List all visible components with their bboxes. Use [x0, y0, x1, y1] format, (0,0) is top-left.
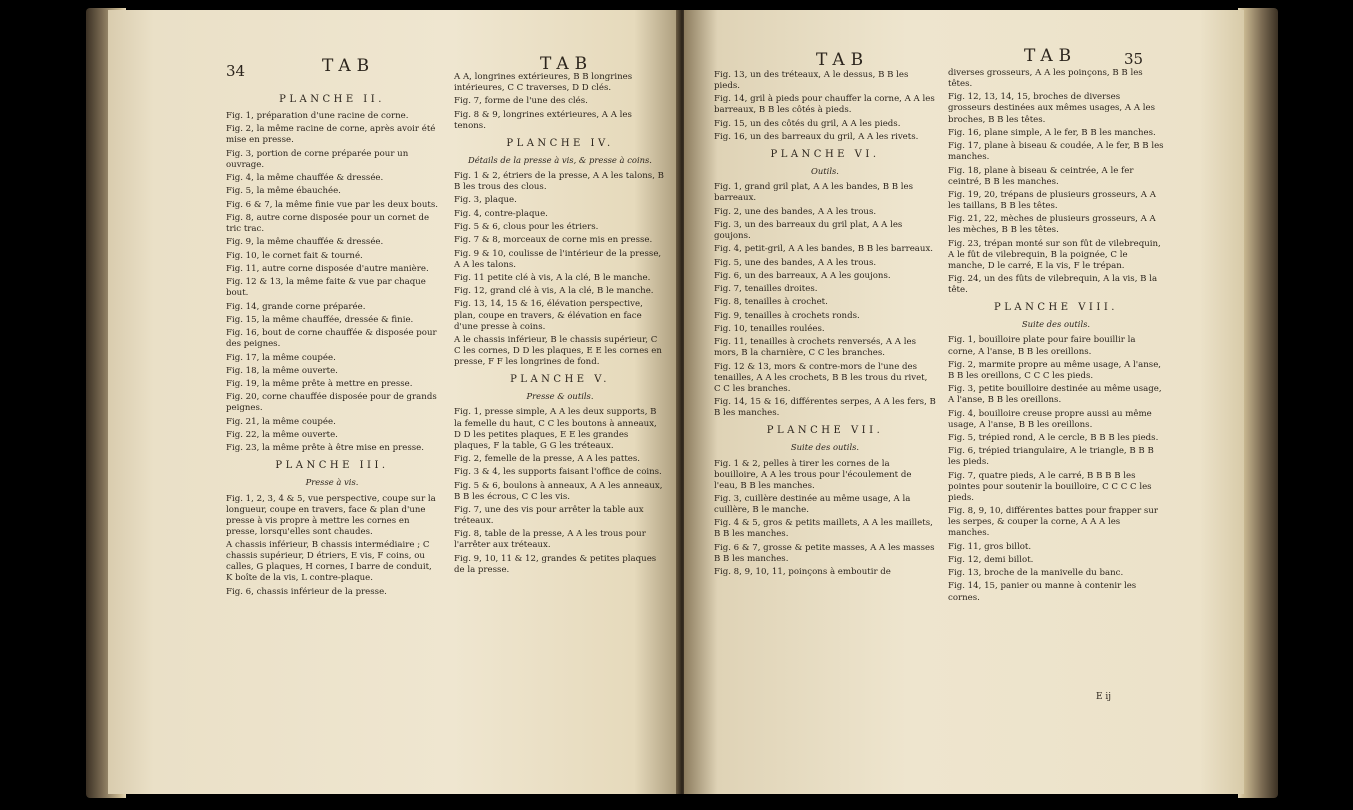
running-head-left-b: TAB [540, 54, 594, 74]
figure-entry: Fig. 13, 14, 15 & 16, élévation perspective, plan, coupe en travers, & élévation en face d'une presse à coins. [454, 299, 643, 332]
figure-entry: Fig. 7 & 8, morceaux de corne mis en presse. [454, 235, 653, 246]
figure-entry: Fig. 21, la même coupée. [226, 416, 336, 427]
figure-entry: Fig. 9, la même chauffée & dressée. [226, 237, 384, 248]
plate-subheading: Presse & outils. [526, 391, 594, 402]
right-page-column-2 [948, 68, 1164, 606]
figure-entry: A le chassis inférieur, B le chassis supérieur, C C les cornes, D D les plaques, E E les cornes en presse, F F les longrines de fond. [454, 334, 662, 368]
figure-entry: Fig. 3, cuillère destinée au même usage, A la cuillère, B le manche. [714, 494, 911, 516]
figure-entry: Fig. 22, la même ouverte. [226, 430, 338, 440]
running-head-right-a: TAB [816, 50, 870, 70]
right-page [684, 10, 1244, 794]
left-page [108, 10, 680, 794]
plate-heading: PLANCHE III. [275, 460, 389, 472]
figure-entry: Fig. 5, la même ébauchée. [226, 186, 341, 197]
figure-entry: Fig. 11 petite clé à vis, A la clé, B le manche. [454, 272, 651, 283]
plate-heading: PLANCHE VI. [770, 149, 880, 161]
figure-entry: Fig. 14, 15, panier ou manne à contenir les cornes. [948, 581, 1137, 603]
figure-entry: Fig. 16, bout de corne chauffée & disposée pour des peignes. [226, 328, 437, 350]
figure-entry: Fig. 2, femelle de la presse, A A les pattes. [454, 453, 641, 464]
figure-entry: Fig. 8 & 9, longrines extérieures, A A les tenons. [454, 109, 632, 131]
figure-entry: Fig. 7, tenailles droites. [714, 284, 818, 295]
plate-heading: PLANCHE IV. [506, 137, 614, 149]
figure-entry: Fig. 5, trépied rond, A le cercle, B B B les pieds. [948, 432, 1159, 443]
figure-entry: Fig. 3, un des barreaux du gril plat, A A les goujons. [714, 219, 903, 242]
figure-entry: Fig. 6 & 7, la même finie vue par les deux bouts. [226, 199, 438, 210]
figure-entry: Fig. 7, forme de l'une des clés. [454, 96, 588, 107]
plate-subheading: Outils. [811, 166, 839, 177]
figure-entry: Fig. 8, autre corne disposée pour un cornet de tric trac. [226, 212, 430, 235]
figure-entry: Fig. 9, 10, 11 & 12, grandes & petites plaques de la presse. [454, 553, 657, 575]
running-head-left-a: TAB [322, 56, 376, 76]
plate-heading: PLANCHE VII. [766, 425, 884, 437]
figure-entry: Fig. 9, tenailles à crochets ronds. [714, 310, 860, 321]
figure-entry: Fig. 5 & 6, clous pour les étriers. [454, 221, 599, 232]
plate-subheading: Suite des outils. [1021, 319, 1091, 330]
figure-entry: Fig. 14, 15 & 16, différentes serpes, A A les fers, B B les manches. [714, 397, 936, 419]
plate-subheading: Suite des outils. [790, 442, 860, 453]
figure-entry: Fig. 4, bouilloire creuse propre aussi au même usage, A l'anse, B B les oreillons. [948, 408, 1152, 430]
figure-entry: Fig. 14, gril à pieds pour chauffer la corne, A A les barreaux, B B les côtés à pieds. [714, 94, 935, 116]
figure-entry: Fig. 1, presse simple, A A les deux supports, B la femelle du haut, C C les boutons à anneaux, D D les petites plaques, E E les grandes plaques, F la table, G G les tréteaux. [454, 407, 657, 451]
figure-entry: Fig. 12, demi billot. [948, 554, 1034, 565]
figure-entry: Fig. 18, la même ouverte. [226, 365, 338, 376]
figure-entry: Fig. 8, table de la presse, A A les trous pour l'arrêter aux tréteaux. [454, 529, 646, 551]
figure-entry: Fig. 4 & 5, gros & petits maillets, A A les maillets, B B les manches. [714, 518, 933, 540]
figure-entry: Fig. 12 & 13, mors & contre-mors de l'une des tenailles, A A les crochets, B B les trous du rivet, C C les branches. [714, 361, 928, 394]
figure-entry: Fig. 3, plaque. [454, 195, 517, 206]
figure-entry: Fig. 8, 9, 10, différentes battes pour frapper sur les serpes, & couper la corne, A A A les manches. [948, 506, 1158, 539]
figure-entry: Fig. 8, 9, 10, 11, poinçons à emboutir de [714, 567, 891, 578]
figure-entry: Fig. 6 & 7, grosse & petite masses, A A les masses B B les manches. [714, 542, 935, 564]
plate-subheading: Presse à vis. [305, 477, 359, 488]
figure-entry: Fig. 15, la même chauffée, dressée & finie. [226, 314, 414, 325]
figure-entry: Fig. 3, petite bouilloire destinée au même usage, A l'anse, B B les oreillons. [948, 384, 1162, 406]
figure-entry: A A, longrines extérieures, B B longrines intérieures, C C traverses, D D clés. [454, 72, 633, 94]
figure-entry: Fig. 20, corne chauffée disposée pour de grands peignes. [226, 392, 437, 414]
figure-entry: Fig. 6, trépied triangulaire, A le triangle, B B B les pieds. [948, 446, 1154, 468]
figure-entry: Fig. 12, 13, 14, 15, broches de diverses grosseurs destinées aux mêmes usages, A A les broches, B B les têtes. [948, 92, 1156, 125]
figure-entry: Fig. 4, petit-gril, A A les bandes, B B les barreaux. [714, 244, 934, 255]
figure-entry: Fig. 19, la même prête à mettre en presse. [226, 379, 413, 390]
left-page-column-1 [226, 88, 438, 600]
figure-entry: Fig. 21, 22, mèches de plusieurs grosseurs, A A les mèches, B B les têtes. [948, 214, 1156, 236]
plate-subheading: Détails de la presse à vis, & presse à coins. [468, 154, 652, 165]
figure-entry: diverses grosseurs, A A les poinçons, B B les têtes. [948, 68, 1143, 90]
figure-entry: Fig. 19, 20, trépans de plusieurs grosseurs, A A les taillans, B B les têtes. [948, 189, 1156, 211]
plate-heading: PLANCHE V. [510, 374, 610, 386]
figure-entry: Fig. 6, un des barreaux, A A les goujons. [714, 270, 891, 281]
figure-entry: Fig. 1, grand gril plat, A A les bandes, B B les barreaux. [714, 182, 914, 204]
figure-entry: Fig. 7, quatre pieds, A le carré, B B B B les pointes pour soutenir la bouilloire, C C C C les pieds. [948, 470, 1152, 503]
plate-heading: PLANCHE VIII. [994, 302, 1118, 314]
figure-entry: Fig. 17, la même coupée. [226, 352, 336, 363]
figure-entry: Fig. 2, la même racine de corne, après avoir été mise en presse. [226, 124, 436, 146]
figure-entry: Fig. 4, la même chauffée & dressée. [226, 173, 384, 184]
figure-entry: Fig. 13, un des tréteaux, A le dessus, B B les pieds. [714, 70, 909, 92]
figure-entry: Fig. 11, autre corne disposée d'autre manière. [226, 263, 429, 274]
figure-entry: Fig. 2, marmite propre au même usage, A l'anse, B B les oreillons, C C C les pieds. [948, 359, 1162, 381]
figure-entry: Fig. 4, contre-plaque. [454, 208, 548, 219]
figure-entry: Fig. 14, grande corne préparée. [226, 301, 366, 312]
figure-entry: Fig. 10, tenailles roulées. [714, 324, 825, 335]
figure-entry: Fig. 11, gros billot. [948, 541, 1032, 552]
plate-heading: PLANCHE II. [279, 94, 385, 105]
page-number-left: 34 [226, 62, 246, 80]
figure-entry: Fig. 16, plane simple, A le fer, B B les manches. [948, 127, 1156, 138]
figure-entry: A chassis inférieur, B chassis intermédiaire ; C chassis supérieur, D étriers, E vis, F coins, ou calles, G plaques, H cornes, I barre de conduit, K boîte de la vis, L contre-plaque. [226, 540, 432, 584]
figure-entry: Fig. 16, un des barreaux du gril, A A les rivets. [714, 132, 919, 143]
figure-entry: Fig. 5 & 6, boulons à anneaux, A A les anneaux, B B les écrous, C C les vis. [454, 480, 663, 502]
book-cover-right-edge [1238, 8, 1278, 798]
figure-entry: Fig. 12, grand clé à vis, A la clé, B le manche. [454, 286, 654, 297]
figure-entry: Fig. 2, une des bandes, A A les trous. [714, 206, 877, 217]
figure-entry: Fig. 18, plane à biseau & ceintrée, A le fer ceintré, B B les manches. [948, 165, 1134, 187]
left-page-column-2 [454, 72, 666, 578]
running-head-right-b: TAB [1024, 46, 1078, 66]
figure-entry: Fig. 6, chassis inférieur de la presse. [226, 586, 387, 597]
figure-entry: Fig. 12 & 13, la même faite & vue par chaque bout. [226, 277, 426, 299]
figure-entry: Fig. 13, broche de la manivelle du banc. [948, 568, 1124, 579]
figure-entry: Fig. 1, bouilloire plate pour faire bouillir la corne, A l'anse, B B les oreillons. [948, 335, 1136, 357]
figure-entry: Fig. 24, un des fûts de vilebrequin, A la vis, B la tête. [948, 274, 1158, 296]
figure-entry: Fig. 5, une des bandes, A A les trous. [714, 257, 877, 268]
figure-entry: Fig. 15, un des côtés du gril, A A les pieds. [714, 118, 901, 129]
signature-mark: E ij [1096, 692, 1112, 702]
figure-entry: Fig. 1, préparation d'une racine de corne. [226, 111, 409, 122]
figure-entry: Fig. 10, le cornet fait & tourné. [226, 250, 363, 261]
figure-entry: Fig. 1 & 2, pelles à tirer les cornes de la bouilloire, A A les trous pour l'écoulement de l'eau, B B les manches. [714, 458, 912, 491]
page-number-right: 35 [1124, 50, 1144, 68]
figure-entry: Fig. 3, portion de corne préparée pour un ouvrage. [226, 148, 409, 170]
right-page-column-1 [714, 70, 936, 580]
figure-entry: Fig. 1, 2, 3, 4 & 5, vue perspective, coupe sur la longueur, coupe en travers, face & plan d'une presse à vis propre à mettre les cornes en presse, lorsqu'elles sont chaudes. [226, 493, 436, 537]
figure-entry: Fig. 3 & 4, les supports faisant l'office de coins. [454, 467, 662, 478]
figure-entry: Fig. 23, la même prête à être mise en presse. [226, 443, 424, 454]
figure-entry: Fig. 8, tenailles à crochet. [714, 297, 828, 308]
figure-entry: Fig. 1 & 2, étriers de la presse, A A les talons, B B les trous des clous. [454, 171, 664, 193]
figure-entry: Fig. 17, plane à biseau & coudée, A le fer, B B les manches. [948, 141, 1164, 163]
figure-entry: Fig. 11, tenailles à crochets renversés, A A les mors, B la charnière, C C les branches. [714, 337, 916, 359]
figure-entry: Fig. 7, une des vis pour arrêter la table aux tréteaux. [454, 504, 644, 526]
figure-entry: Fig. 9 & 10, coulisse de l'intérieur de la presse, A A les talons. [454, 248, 662, 270]
figure-entry: Fig. 23, trépan monté sur son fût de vilebrequin, A le fût de vilebrequin, B la poignée, C le manche, D le carré, E la vis, F le trépan. [948, 238, 1161, 271]
